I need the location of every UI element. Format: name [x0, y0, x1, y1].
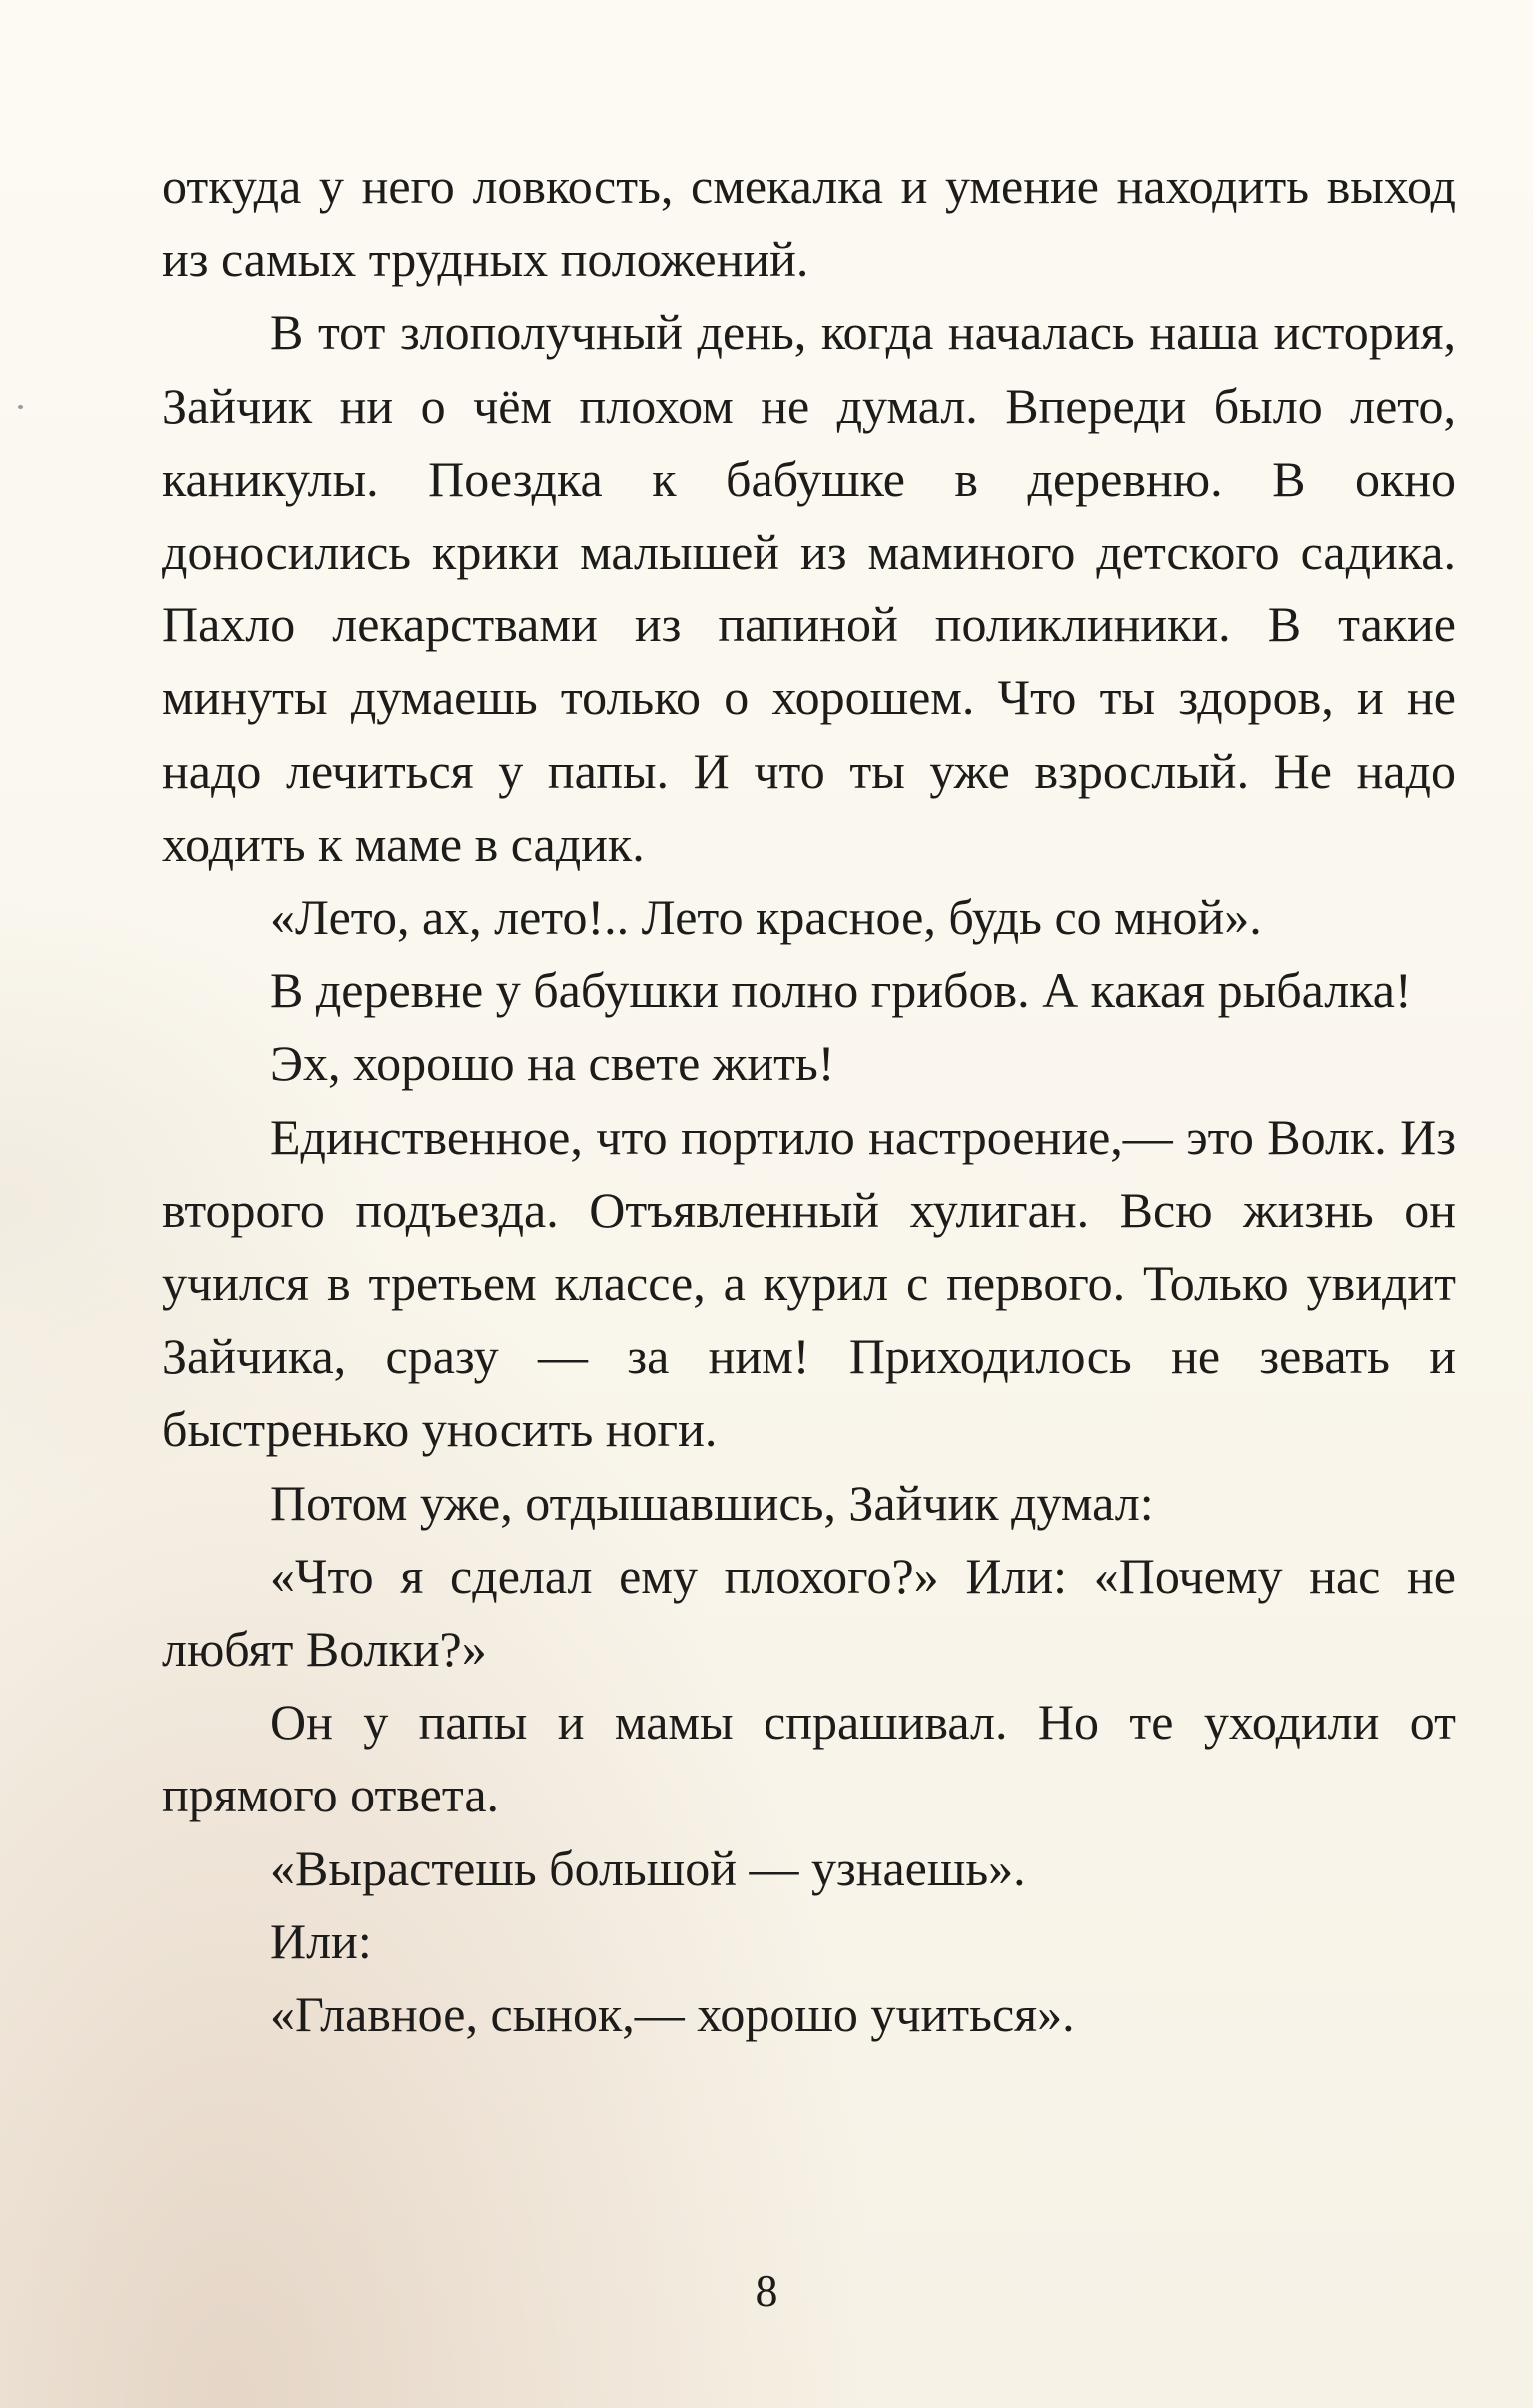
- paragraph-11: Или:: [270, 1912, 372, 1969]
- paper-speck: [18, 405, 23, 409]
- paragraph-12: «Главное, сынок,— хорошо учиться».: [270, 1986, 1075, 2043]
- paragraph-10: «Вырастешь большой — узнаешь».: [270, 1839, 1026, 1896]
- paragraph-6: Единственное, что портило настроение,— это Волк. Из второго подъезда. Отъявленный хулиган. Всю жизнь он учился в третьем классе, а курил с первого. Только увидит Зайчика, сразу — за ним! Приходилось не зевать и быстренько уносить ноги.: [162, 1108, 1456, 1458]
- page-number: 8: [755, 2265, 778, 2316]
- paragraph-9: Он у папы и мамы спрашивал. Но те уходили от прямого ответа.: [162, 1694, 1456, 1823]
- paragraph-3: «Лето, ах, лето!.. Лето красное, будь со мной».: [270, 889, 1262, 946]
- paragraph-1: откуда у него ловкость, смекалка и умение находить выход из самых трудных положений.: [162, 158, 1456, 288]
- paragraph-4: В деревне у бабушки полно грибов. А какая рыбалка!: [270, 962, 1412, 1019]
- paragraph-5: Эх, хорошо на свете жить!: [270, 1035, 835, 1092]
- paragraph-7: Потом уже, отдышавшись, Зайчик думал:: [270, 1474, 1154, 1531]
- body-text: [162, 150, 1456, 2051]
- paragraph-8: «Что я сделал ему плохого?» Или: «Почему нас не любят Волки?»: [162, 1547, 1456, 1678]
- paragraph-2: В тот злополучный день, когда началась наша история, Зайчик ни о чём плохом не думал. Впереди было лето, каникулы. Поездка к бабушке в деревню. В окно доносились крики малышей из маминого детского садика. Пахло лекарствами из папиной поликлиники. В такие минуты думаешь только о хорошем. Что ты здоров, и не надо лечиться у папы. И что ты уже взрослый. Не надо ходить к маме в садик.: [162, 304, 1456, 872]
